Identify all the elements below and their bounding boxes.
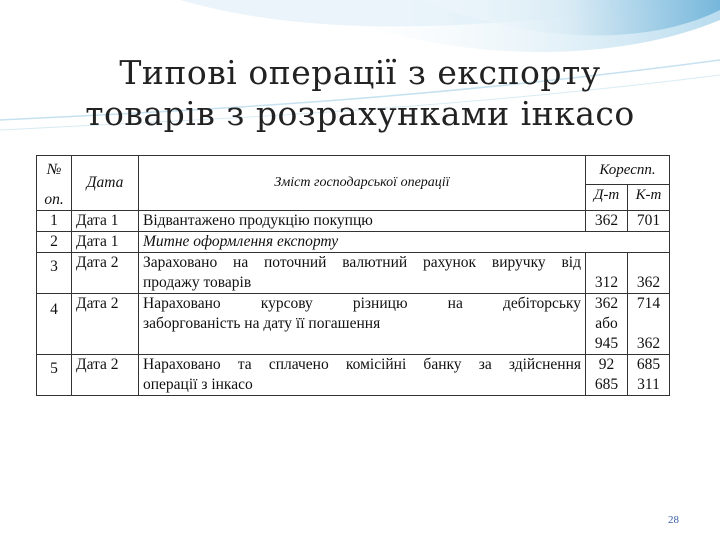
table-row [37,211,670,232]
row-text: Митне оформлення експорту [139,232,670,253]
row-text: Нараховано курсову різницю на дебіторську заборгованість на дату її погашення [139,294,586,355]
row-credit: 685 311 [628,355,670,396]
row-debit: 312 [586,253,628,294]
row-number: 5 [37,355,72,396]
row-credit: 701 [628,211,670,232]
row-number: 4 [37,294,72,355]
table-row [37,253,670,294]
table-row [37,294,670,355]
row-number: 2 [37,232,72,253]
row-debit: 362 або 945 [586,294,628,355]
header-debit: Д-т [586,185,628,211]
header-credit: К-т [628,185,670,211]
row-date: Дата 1 [72,232,139,253]
row-date: Дата 2 [72,355,139,396]
row-credit: 714 362 [628,294,670,355]
row-number: 1 [37,211,72,232]
operations-table [36,155,670,396]
row-debit: 92 685 [586,355,628,396]
row-credit: 362 [628,253,670,294]
header-number: № оп. [37,156,72,211]
title-line-2: товарів з розрахунками інкасо [85,94,635,133]
header-content: Зміст господарської операції [139,156,586,211]
row-date: Дата 1 [72,211,139,232]
header-correspondence: Кореспп. [586,156,670,185]
slide-title [0,52,720,134]
table-row [37,232,670,253]
row-text: Відвантажено продукцію покупцю [139,211,586,232]
table-row [37,355,670,396]
title-line-1: Типові операції з експорту [119,53,601,92]
row-number: 3 [37,253,72,294]
row-text: Нараховано та сплачено комісійні банку за здійснення операції з інкасо [139,355,586,396]
header-date: Дата [72,156,139,211]
page-number: 28 [668,514,679,526]
row-text: Зараховано на поточний валютний рахунок виручку від продажу товарів [139,253,586,294]
row-date: Дата 2 [72,253,139,294]
row-date: Дата 2 [72,294,139,355]
row-debit: 362 [586,211,628,232]
